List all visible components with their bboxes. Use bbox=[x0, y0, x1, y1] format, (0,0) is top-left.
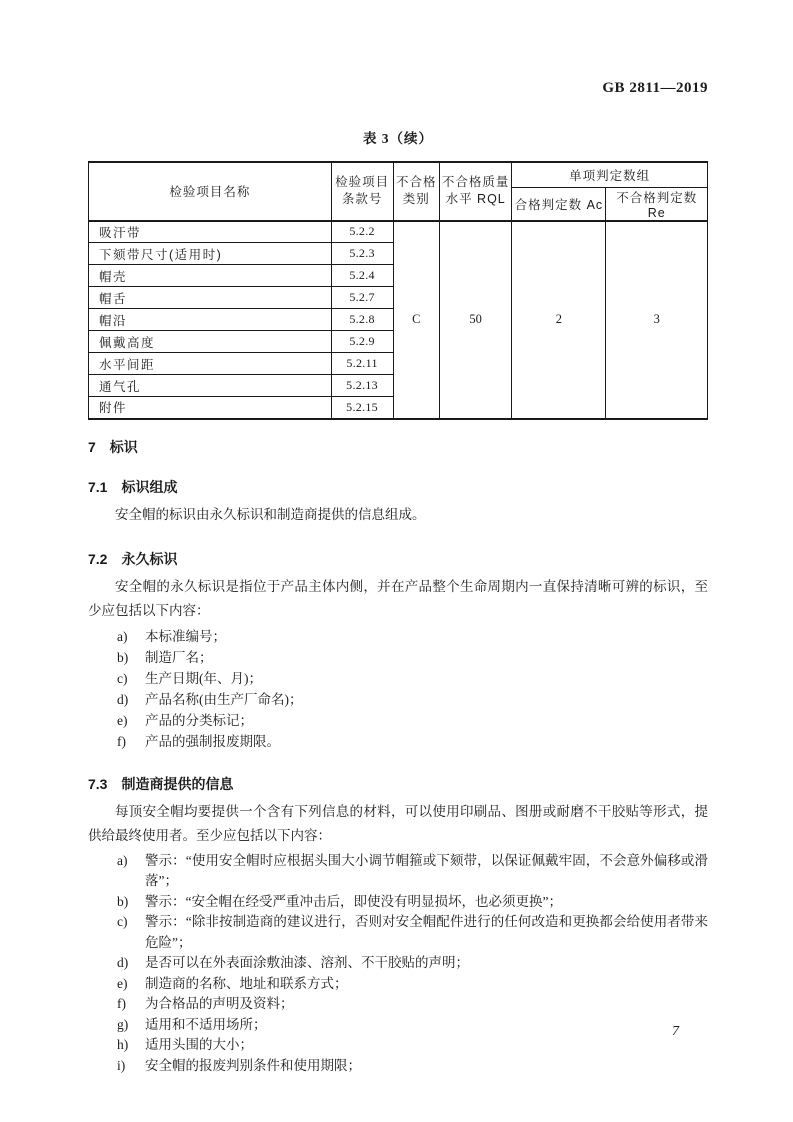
cell-item-name: 水平间距 bbox=[89, 353, 332, 375]
table-header-row-1 bbox=[89, 162, 708, 187]
section-7-heading: 7 标识 bbox=[88, 438, 138, 455]
list-item-label: b) bbox=[117, 649, 129, 665]
list-item-label: a) bbox=[117, 852, 128, 868]
cell-clause-number: 5.2.4 bbox=[331, 265, 393, 287]
header-line: 不合格 bbox=[395, 175, 437, 190]
list-item-text: 警示：“使用安全帽时应根据头围大小调节帽箍或下颏带，以保证佩戴牢固，不会意外偏移或滑落”； bbox=[145, 852, 708, 888]
list-item-label: b) bbox=[117, 893, 129, 909]
cell-item-name: 附件 bbox=[89, 397, 332, 419]
cell-clause-number: 5.2.13 bbox=[331, 375, 393, 397]
list-item-text: 产品的强制报废期限。 bbox=[145, 733, 280, 749]
cell-clause-number: 5.2.2 bbox=[331, 221, 393, 243]
header-line: 条款号 bbox=[341, 192, 383, 207]
cell-item-name: 帽舌 bbox=[89, 287, 332, 309]
header-line: 水平 RQL bbox=[445, 192, 506, 207]
header-line: 类别 bbox=[402, 192, 430, 207]
list-item bbox=[88, 851, 708, 892]
list-item-text: 警示：“安全帽在经受严重冲击后，即使没有明显损坏，也必须更换”； bbox=[145, 893, 562, 909]
column-header-judgment-group: 单项判定数组 bbox=[512, 162, 708, 187]
column-header-clause-number bbox=[331, 162, 393, 221]
list-item-label: a) bbox=[117, 628, 128, 644]
cell-clause-number: 5.2.15 bbox=[331, 397, 393, 419]
page-number: 7 bbox=[672, 1024, 679, 1039]
list-item-text: 安全帽的报废判别条件和使用期限； bbox=[145, 1057, 361, 1073]
column-header-re: 不合格判定数 Re bbox=[606, 187, 708, 221]
list-item bbox=[88, 731, 708, 752]
list-item-text: 适用和不适用场所； bbox=[145, 1016, 267, 1032]
list-item-text: 警示：“除非按制造商的建议进行，否则对安全帽配件进行的任何改造和更换都会给使用者带来危险”； bbox=[145, 914, 708, 950]
list-item-label: f) bbox=[117, 733, 126, 749]
list-item-label: e) bbox=[117, 712, 128, 728]
list-item-label: e) bbox=[117, 975, 128, 991]
list-item-text: 本标准编号； bbox=[145, 628, 226, 644]
header-line: 不合格质量 bbox=[441, 175, 510, 190]
list-item-text: 产品的分类标记； bbox=[145, 712, 253, 728]
table-row bbox=[89, 221, 708, 243]
cell-defect-class: C bbox=[393, 221, 439, 419]
list-item bbox=[88, 912, 708, 953]
cell-item-name: 吸汗带 bbox=[89, 221, 332, 243]
standard-number: GB 2811—2019 bbox=[602, 80, 708, 96]
list-item bbox=[88, 1056, 708, 1077]
cell-clause-number: 5.2.11 bbox=[331, 353, 393, 375]
list-item-text: 制造商的名称、地址和联系方式； bbox=[145, 975, 348, 991]
cell-re: 3 bbox=[606, 221, 708, 419]
list-item bbox=[88, 647, 708, 668]
list-item bbox=[88, 892, 708, 913]
cell-item-name: 通气孔 bbox=[89, 375, 332, 397]
list-item-label: h) bbox=[117, 1037, 129, 1052]
list-item-text: 是否可以在外表面涂敷油漆、溶剂、不干胶贴的声明； bbox=[145, 955, 469, 970]
section-7-2-heading: 7.2 永久标识 bbox=[88, 550, 178, 567]
cell-item-name: 帽沿 bbox=[89, 309, 332, 331]
section-7-2-paragraph: 安全帽的永久标识是指位于产品主体内侧，并在产品整个生命周期内一直保持清晰可辨的标识，至少应包括以下内容： bbox=[88, 578, 708, 618]
list-item bbox=[88, 668, 708, 689]
list-item bbox=[88, 1015, 708, 1036]
list-item-label: d) bbox=[117, 691, 129, 707]
column-header-defect-class bbox=[393, 162, 439, 221]
section-7-1-paragraph: 安全帽的标识由永久标识和制造商提供的信息组成。 bbox=[115, 506, 426, 522]
list-item bbox=[88, 953, 708, 974]
cell-item-name: 佩戴高度 bbox=[89, 331, 332, 353]
list-item bbox=[88, 1035, 708, 1056]
section-7-3-paragraph: 每顶安全帽均要提供一个含有下列信息的材料，可以使用印刷品、图册或耐磨不干胶贴等形式，提供给最终使用者。至少应包括以下内容： bbox=[88, 803, 708, 843]
cell-ac: 2 bbox=[512, 221, 606, 419]
cell-item-name: 下颏带尺寸(适用时) bbox=[89, 243, 332, 265]
list-item bbox=[88, 710, 708, 731]
list-item bbox=[88, 626, 708, 647]
section-7-3-heading: 7.3 制造商提供的信息 bbox=[88, 775, 234, 792]
list-item-label: f) bbox=[117, 996, 126, 1011]
section-7-3-list bbox=[88, 851, 708, 1077]
section-7-2-list bbox=[88, 626, 708, 752]
list-item-label: i) bbox=[117, 1057, 126, 1073]
cell-clause-number: 5.2.8 bbox=[331, 309, 393, 331]
inspection-items-table bbox=[88, 161, 708, 420]
cell-clause-number: 5.2.3 bbox=[331, 243, 393, 265]
column-header-ac: 合格判定数 Ac bbox=[512, 187, 606, 221]
cell-clause-number: 5.2.7 bbox=[331, 287, 393, 309]
column-header-rql bbox=[439, 162, 511, 221]
list-item-text: 制造厂名； bbox=[145, 649, 213, 665]
list-item-label: d) bbox=[117, 955, 129, 970]
list-item-text: 为合格品的声明及资料； bbox=[145, 996, 294, 1011]
section-7-1-heading: 7.1 标识组成 bbox=[88, 478, 178, 495]
list-item-text: 适用头围的大小； bbox=[145, 1037, 253, 1052]
header-line: 检验项目 bbox=[335, 175, 390, 190]
list-item-text: 产品名称(由生产厂命名)； bbox=[145, 691, 303, 707]
table-title: 表 3（续） bbox=[362, 131, 434, 146]
list-item-label: g) bbox=[117, 1016, 129, 1032]
list-item bbox=[88, 994, 708, 1015]
list-item bbox=[88, 974, 708, 995]
page-content bbox=[88, 0, 708, 1076]
list-item-label: c) bbox=[117, 914, 128, 929]
cell-item-name: 帽壳 bbox=[89, 265, 332, 287]
cell-clause-number: 5.2.9 bbox=[331, 331, 393, 353]
list-item bbox=[88, 689, 708, 710]
column-header-item-name: 检验项目名称 bbox=[89, 162, 332, 221]
list-item-text: 生产日期(年、月)； bbox=[145, 670, 262, 686]
cell-rql: 50 bbox=[439, 221, 511, 419]
list-item-label: c) bbox=[117, 670, 128, 686]
